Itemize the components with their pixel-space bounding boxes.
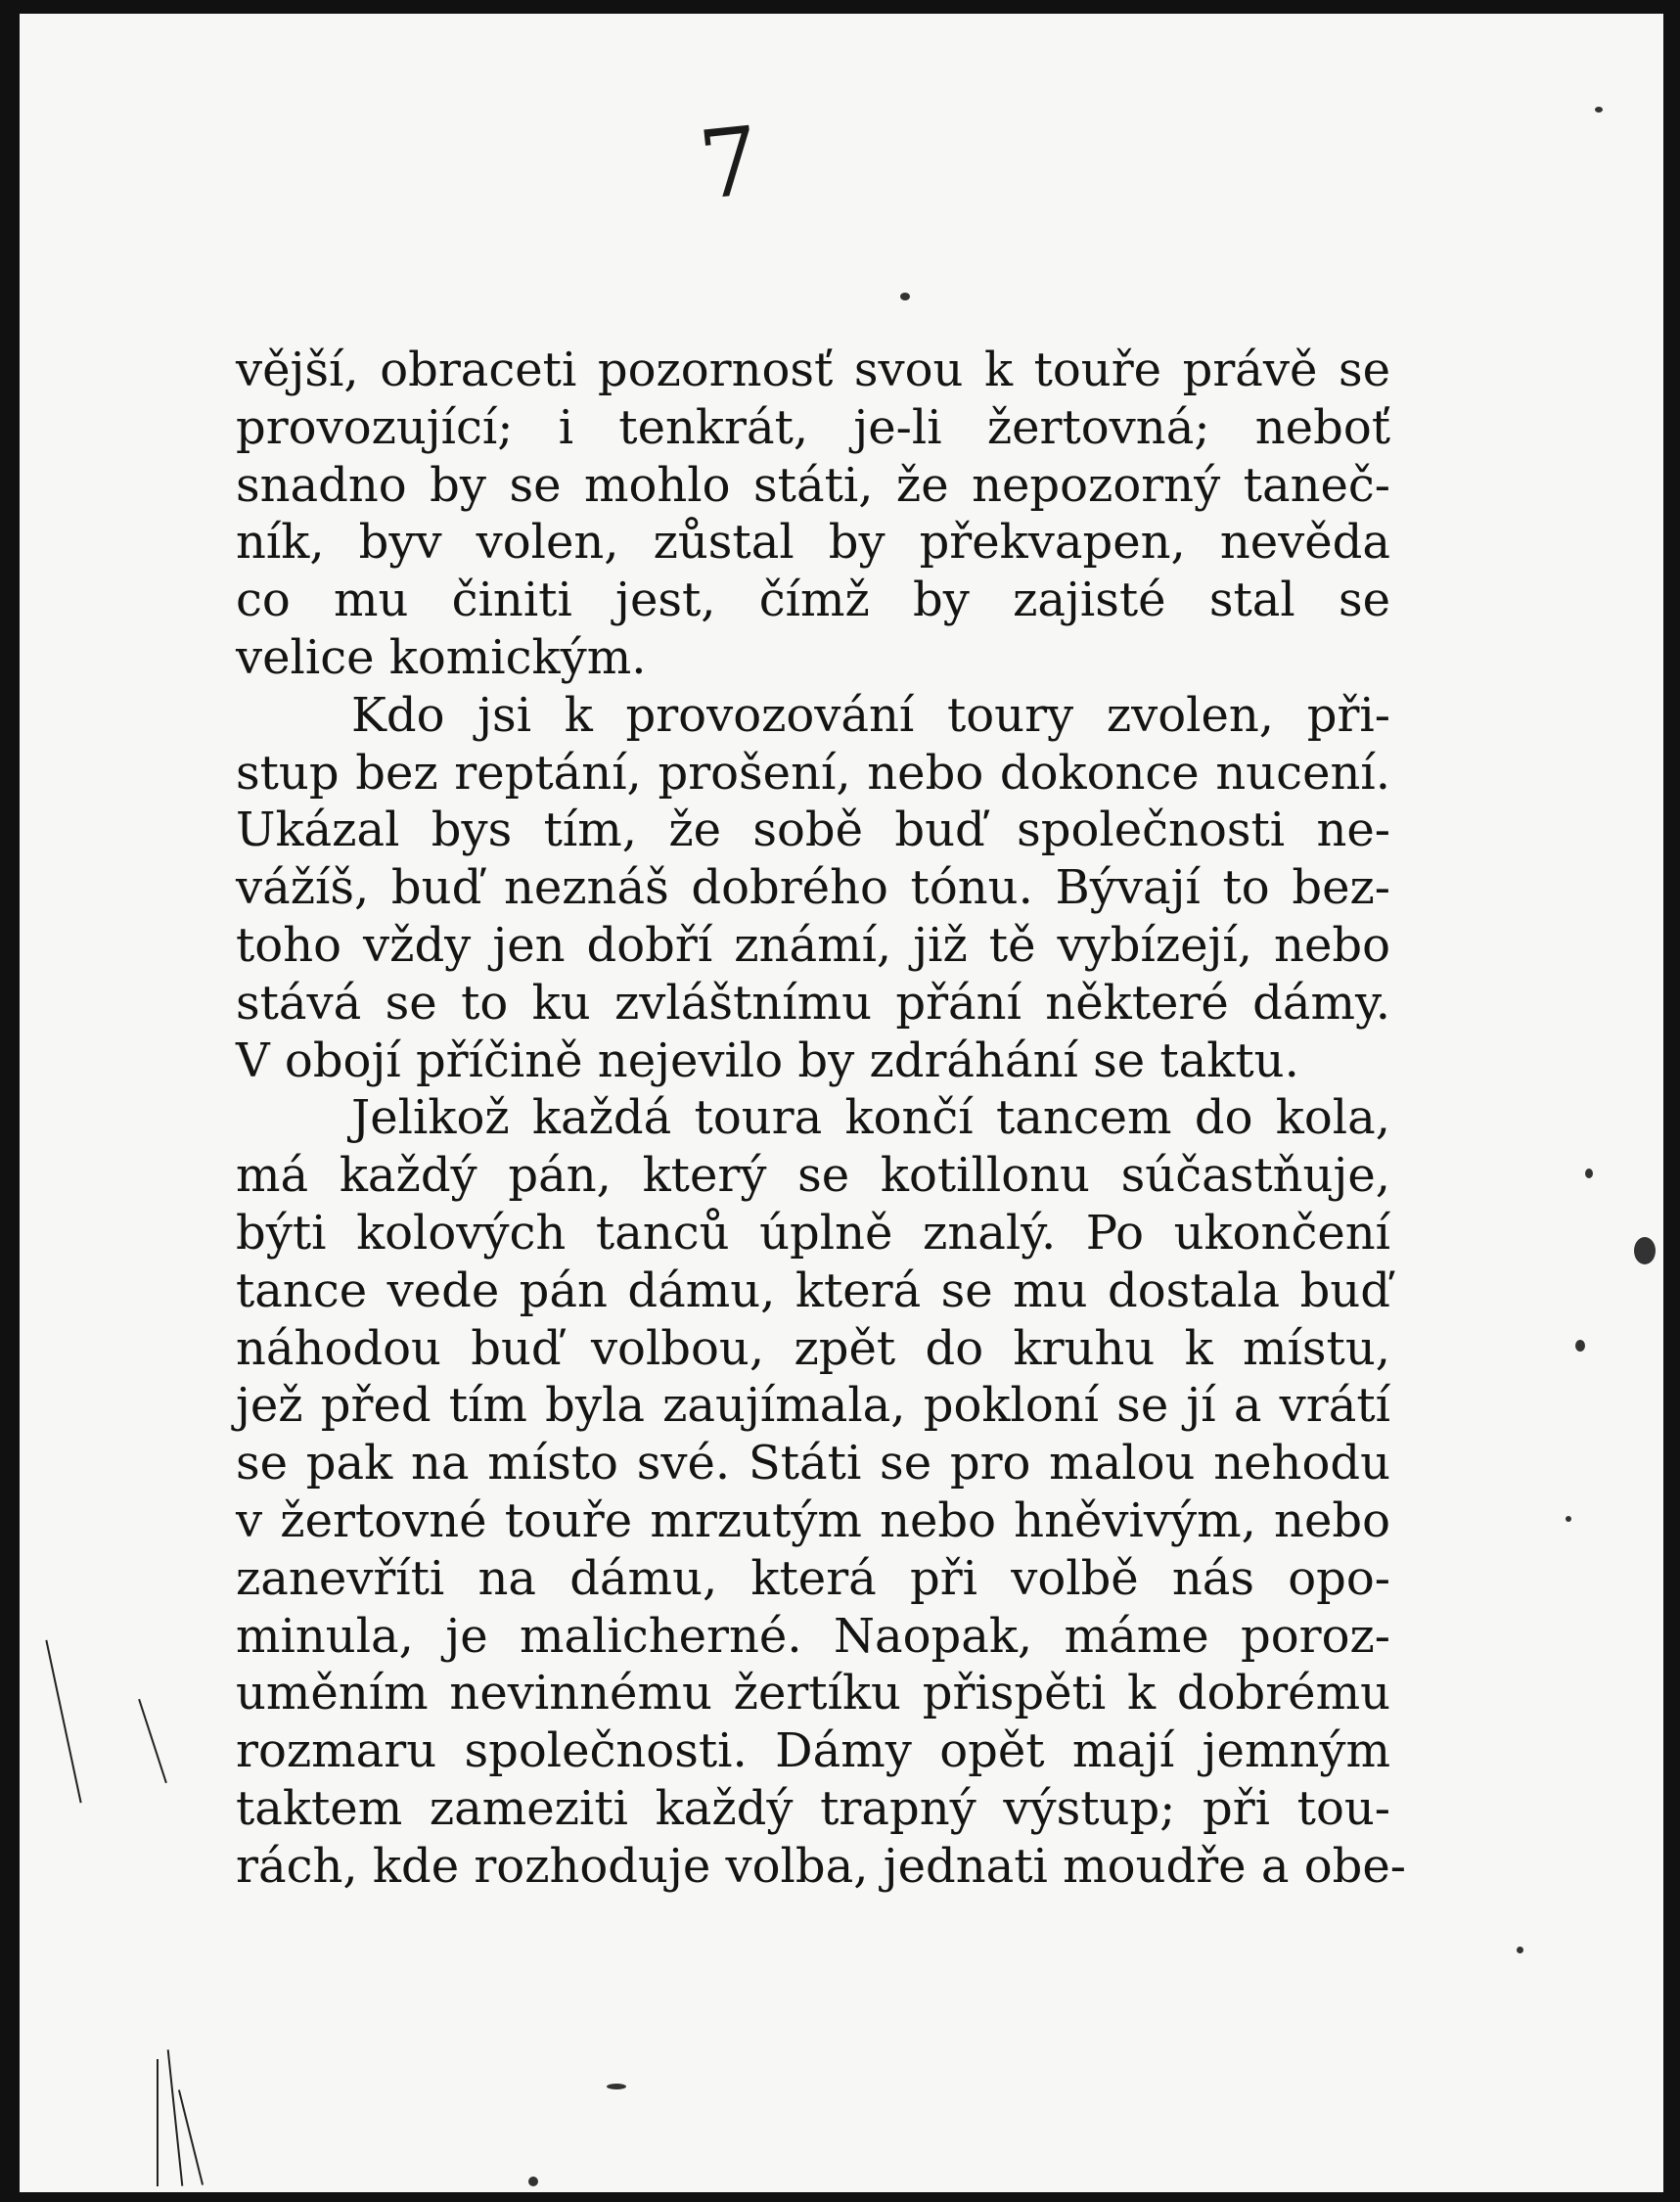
text-line: taktem zameziti každý trapný výstup; při tou- — [236, 1780, 1390, 1836]
text-line: rách, kde rozhoduje volba, jednati moudře a obe- — [236, 1838, 1406, 1894]
text-line: toho vždy jen dobří známí, již tě vybízejí, nebo — [236, 917, 1390, 973]
scan-speck — [1575, 1340, 1585, 1352]
text-line: snadno by se mohlo státi, že nepozorný taneč- — [236, 457, 1390, 513]
text-line: jež před tím byla zaujímala, pokloní se jí a vrátí — [236, 1378, 1390, 1434]
page-number: 7 — [694, 106, 765, 221]
text-line: provozující; i tenkrát, je-li žertovná; neboť — [236, 399, 1390, 455]
text-line: uměním nevinnému žertíku přispěti k dobrému — [236, 1666, 1390, 1721]
text-line: náhodou buď volbou, zpět do kruhu k místu, — [236, 1320, 1390, 1376]
scan-edge-line — [157, 2059, 159, 2186]
text-line: minula, je malicherné. Naopak, máme poroz- — [236, 1608, 1390, 1664]
scan-speck — [607, 2084, 626, 2089]
text-line: tance vede pán dámu, která se mu dostala buď — [236, 1262, 1390, 1318]
text-line: stup bez reptání, prošení, nebo dokonce nucení. — [236, 745, 1390, 801]
text-line: zanevříti na dámu, která při volbě nás opo- — [236, 1550, 1390, 1606]
scan-speck — [1517, 1947, 1523, 1953]
text-line: Jelikož každá toura končí tancem do kola, — [351, 1090, 1390, 1146]
scan-speck — [1595, 107, 1603, 113]
scan-edge-line — [167, 2049, 184, 2185]
scan-speck — [528, 2177, 538, 2186]
scan-speck — [1634, 1237, 1656, 1264]
book-page — [20, 14, 1663, 2192]
text-line: v žertovné touře mrzutým nebo hněvivým, nebo — [236, 1492, 1390, 1548]
scan-speck — [900, 293, 910, 300]
text-line: má každý pán, který se kotillonu súčastňuje, — [236, 1148, 1390, 1204]
text-line: velice komickým. — [236, 629, 647, 685]
text-line: Ukázal bys tím, že sobě buď společnosti ne- — [236, 803, 1390, 858]
text-line: vážíš, buď neznáš dobrého tónu. Bývají to bez- — [236, 860, 1390, 916]
text-line: co mu činiti jest, čímž by zajisté stal se — [236, 573, 1390, 628]
text-line: V obojí příčině nejevilo by zdráhání se taktu. — [236, 1032, 1299, 1088]
text-line: vější, obraceti pozornosť svou k touře právě se — [236, 343, 1390, 397]
text-line: býti kolových tanců úplně znalý. Po ukončení — [236, 1205, 1390, 1261]
body-text — [236, 342, 1406, 1896]
scan-speck — [1585, 1169, 1593, 1178]
scan-edge-line — [45, 1640, 81, 1804]
text-line: Kdo jsi k provozování toury zvolen, při- — [351, 687, 1390, 743]
text-line: ník, byv volen, zůstal by překvapen, nevěda — [236, 515, 1390, 571]
scan-edge-line — [138, 1699, 167, 1783]
scan-edge-line — [178, 2089, 204, 2185]
text-line: se pak na místo své. Státi se pro malou nehodu — [236, 1436, 1390, 1491]
text-line: rozmaru společnosti. Dámy opět mají jemným — [236, 1723, 1390, 1779]
text-line: stává se to ku zvláštnímu přání některé dámy. — [236, 975, 1390, 1031]
scan-speck — [1566, 1516, 1571, 1522]
